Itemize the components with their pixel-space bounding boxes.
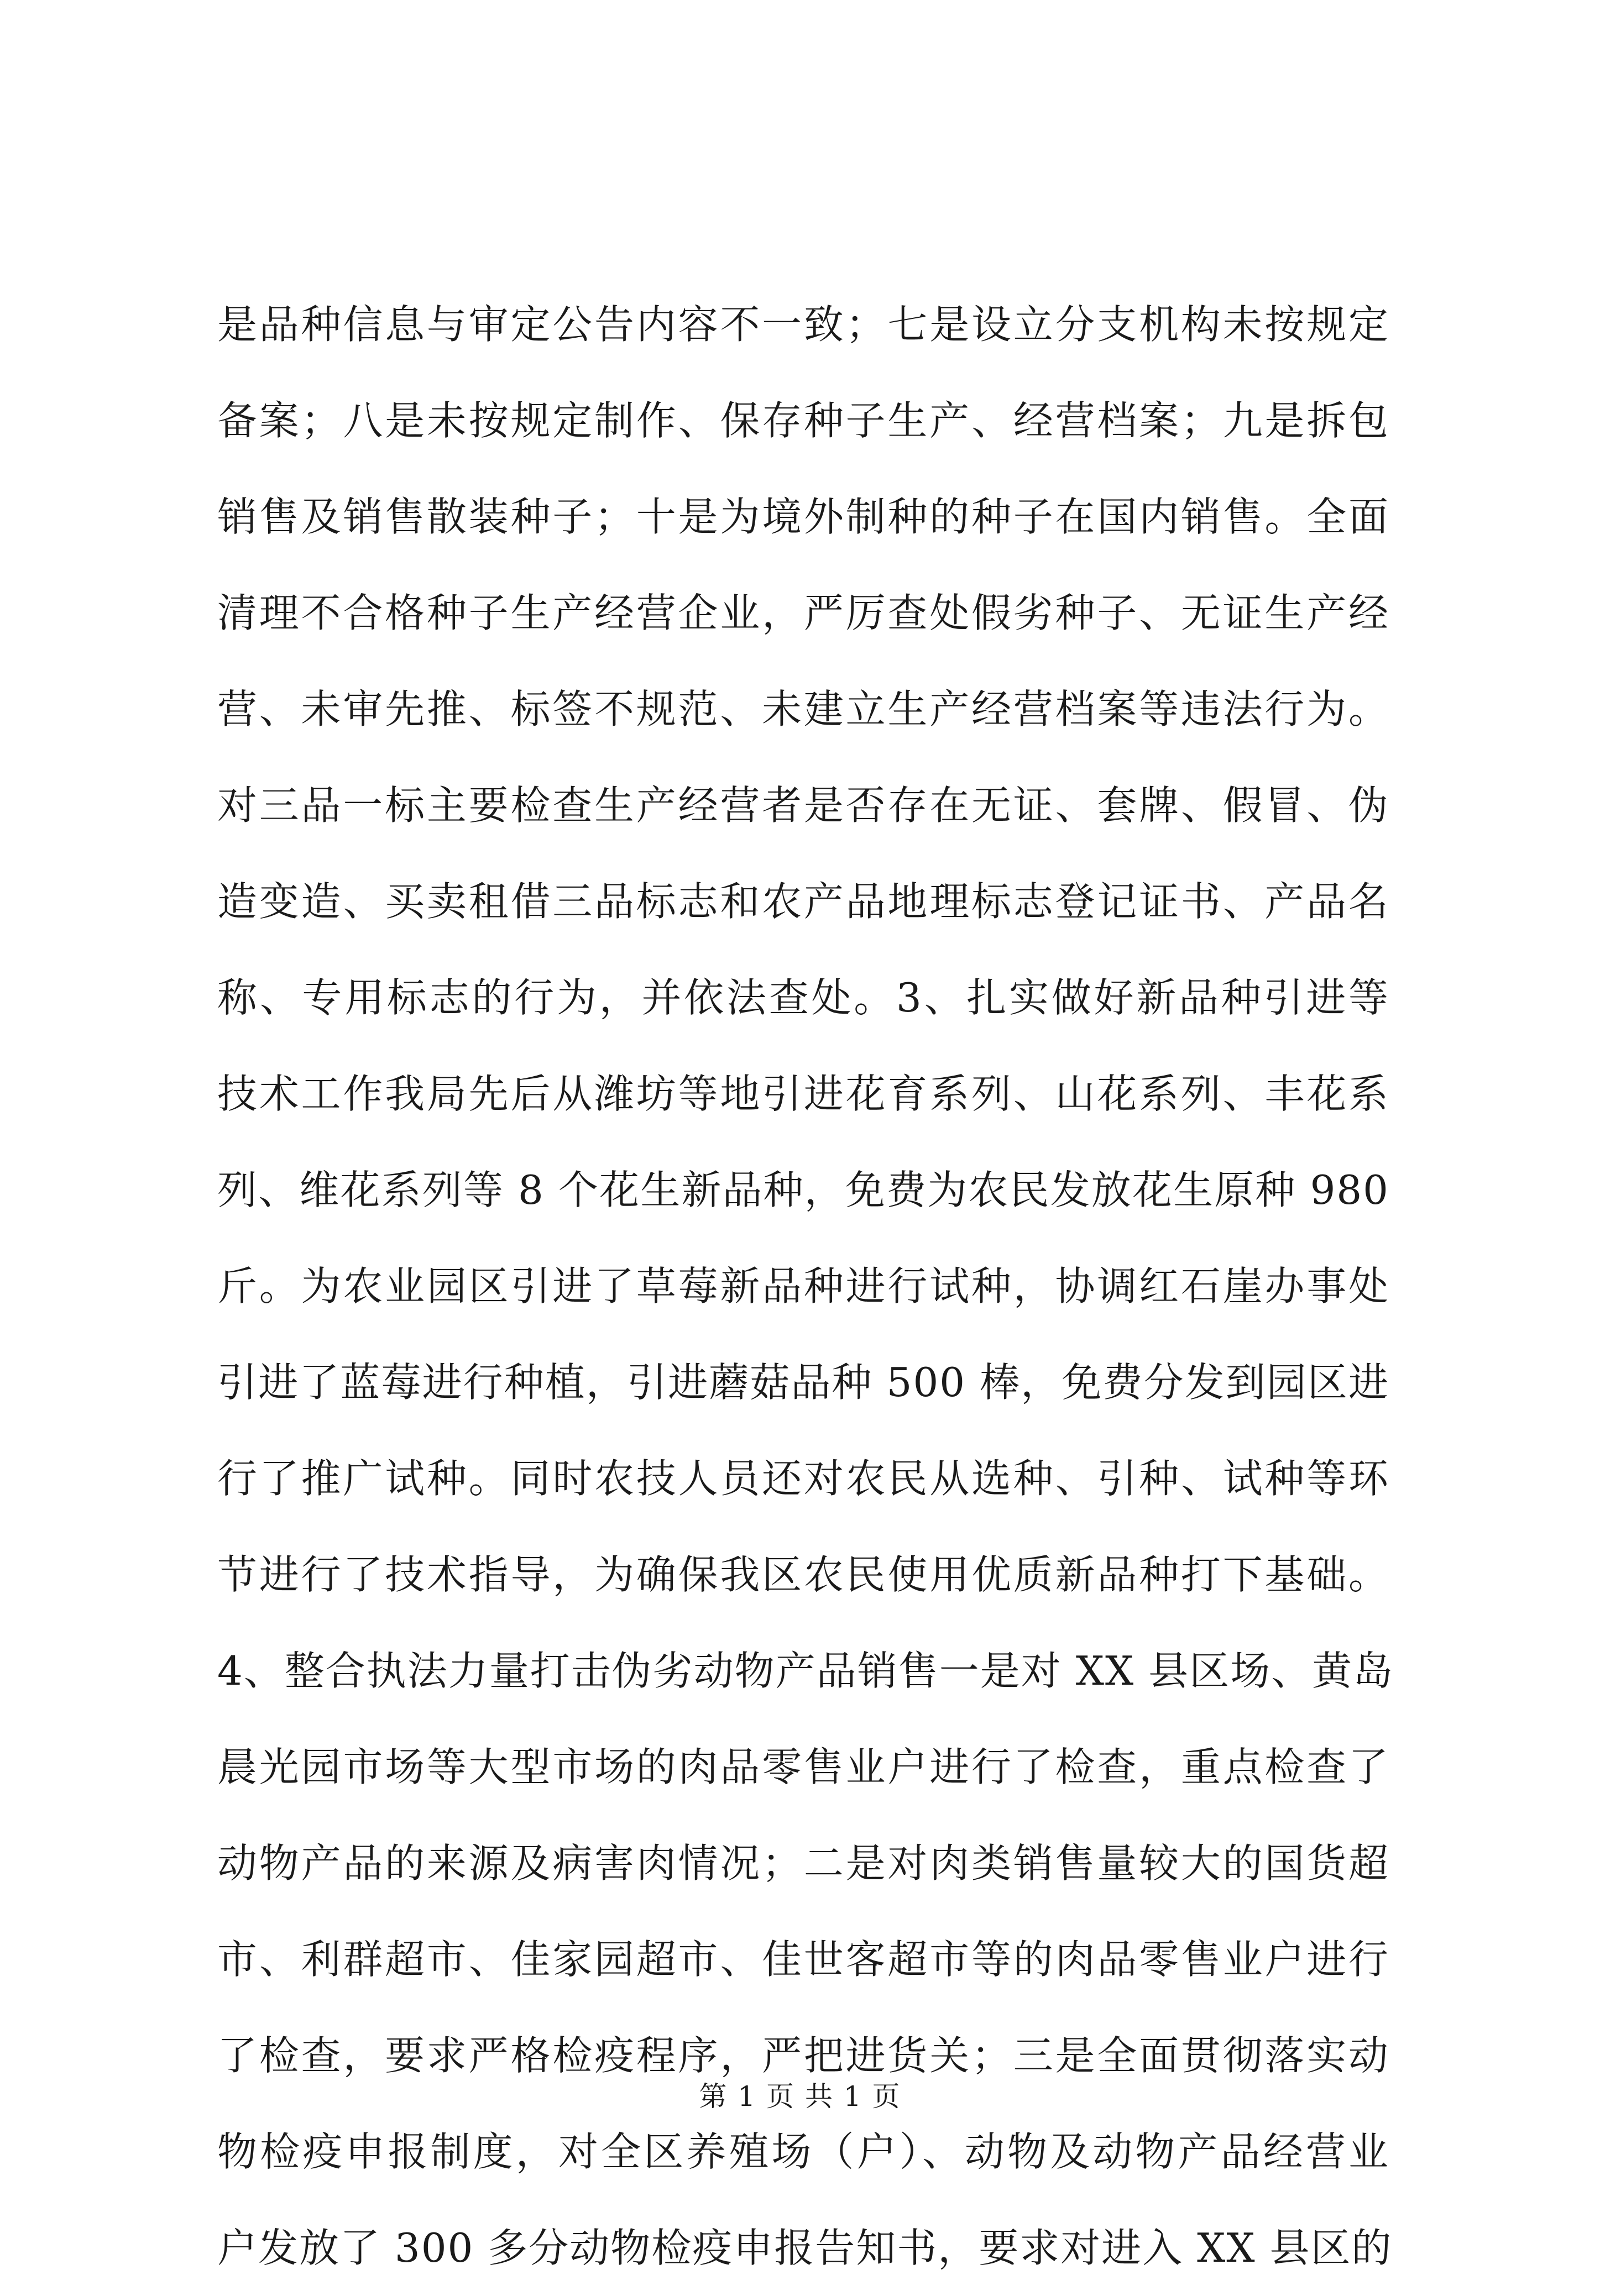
text-line: 销售及销售散装种子；十是为境外制种的种子在国内销售。全面 <box>217 494 1389 540</box>
text-line: 是品种信息与审定公告内容不一致；七是设立分支机构未按规定 <box>217 301 1389 348</box>
text-line: 技术工作我局先后从潍坊等地引进花育系列、山花系列、丰花系 <box>217 1071 1389 1117</box>
text-line: 列、维花系列等 8 个花生新品种，免费为农民发放花生原种 980 <box>217 1167 1389 1213</box>
text-line: 物检疫申报制度，对全区养殖场（户）、动物及动物产品经营业 <box>217 2129 1389 2175</box>
text-line: 市、利群超市、佳家园超市、佳世客超市等的肉品零售业户进行 <box>217 1936 1389 1983</box>
text-line: 4、整合执法力量打击伪劣动物产品销售一是对 XX 县区场、黄岛 <box>217 1648 1394 1694</box>
text-line: 动物产品的来源及病害肉情况；二是对肉类销售量较大的国货超 <box>217 1840 1389 1886</box>
text-line: 营、未审先推、标签不规范、未建立生产经营档案等违法行为。 <box>217 686 1389 732</box>
text-line: 造变造、买卖租借三品标志和农产品地理标志登记证书、产品名 <box>217 878 1389 925</box>
page-footer: 第 1 页 共 1 页 <box>699 2080 901 2112</box>
text-line: 清理不合格种子生产经营企业，严厉查处假劣种子、无证生产经 <box>217 590 1389 636</box>
text-line: 行了推广试种。同时农技人员还对农民从选种、引种、试种等环 <box>217 1455 1389 1502</box>
text-line: 称、专用标志的行为，并依法查处。3、扎实做好新品种引进等 <box>217 974 1389 1021</box>
body-text <box>217 276 1394 2296</box>
text-line: 斤。为农业园区引进了草莓新品种进行试种，协调红石崖办事处 <box>217 1263 1389 1309</box>
text-line: 户发放了 300 多分动物检疫申报告知书，要求对进入 XX 县区的 <box>217 2225 1393 2271</box>
text-line: 备案；八是未按规定制作、保存种子生产、经营档案；九是拆包 <box>217 397 1389 444</box>
text-line: 对三品一标主要检查生产经营者是否存在无证、套牌、假冒、伪 <box>217 782 1389 829</box>
text-line: 了检查，要求严格检疫程序，严把进货关；三是全面贯彻落实动 <box>217 2032 1389 2079</box>
text-line: 引进了蓝莓进行种植，引进蘑菇品种 500 棒，免费分发到园区进 <box>217 1359 1389 1406</box>
text-line: 节进行了技术指导，为确保我区农民使用优质新品种打下基础。 <box>217 1551 1389 1598</box>
text-line: 晨光园市场等大型市场的肉品零售业户进行了检查，重点检查了 <box>217 1744 1389 1790</box>
